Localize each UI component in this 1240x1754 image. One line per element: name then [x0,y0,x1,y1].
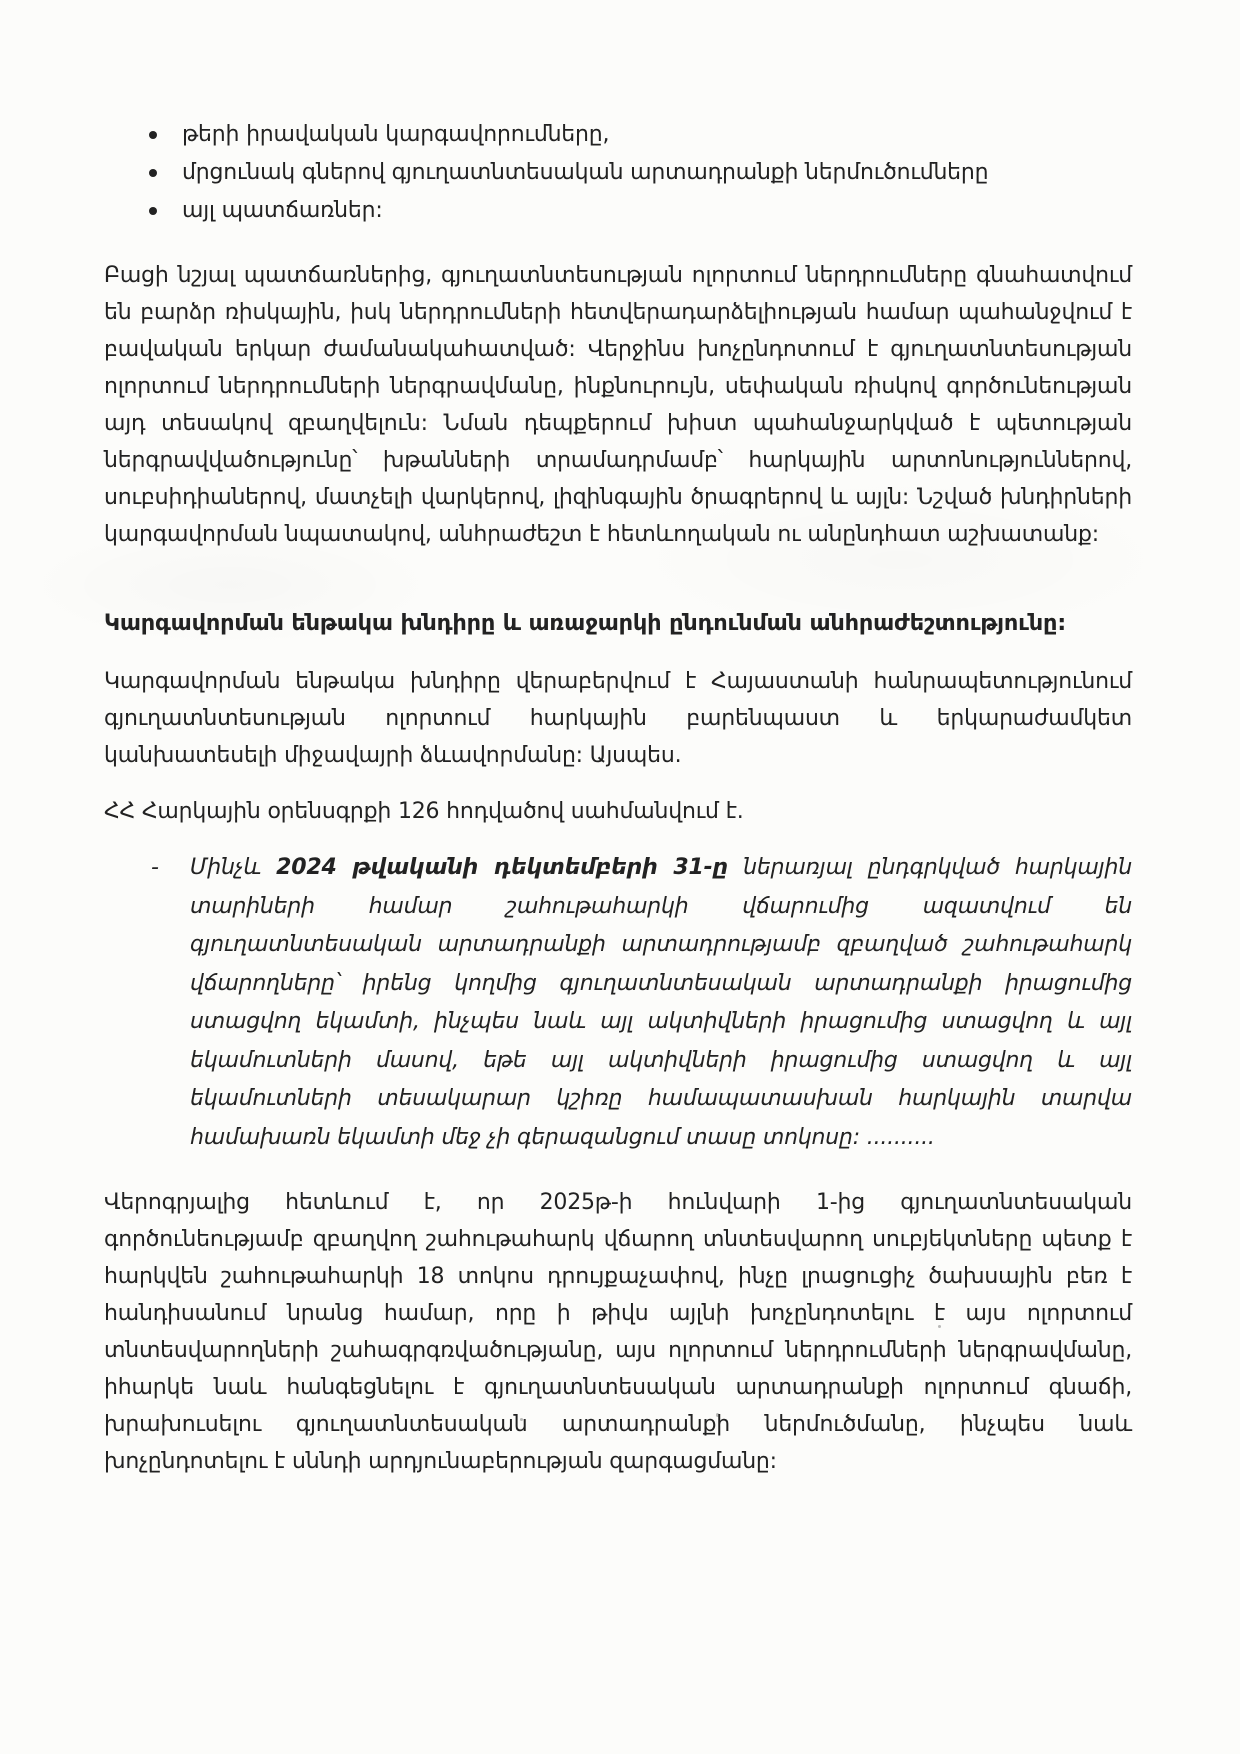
paragraph-tax-code-reference: ՀՀ Հարկային օրենսգրքի 126 հոդվածով սահմանվում է. [104,799,744,824]
bullet-icon [149,169,157,177]
provision-date-emphasis: 2024 թվականի դեկտեմբերի 31-ը [276,855,729,880]
bullet-icon [149,207,157,215]
scan-speckle [938,1325,941,1328]
bullet-text: թերի իրավական կարգավորումները, [182,122,610,147]
bullet-text: այլ պատճառներ: [182,198,383,223]
quoted-tax-provision [104,849,1132,1157]
bullet-icon [149,131,157,139]
list-item [104,192,1132,230]
scan-speckle [520,1418,523,1421]
paragraph-conclusion: Վերոգրյալից հետևում է, որ 2025թ-ի հունվարի 1-ից գյուղատնտեսական գործունեությամբ զբաղվող շահութահարկ վճարող տնտեսվարող սուբյեկտները պետք է հարկվեն շահութահարկի 18 տոկոս դրույքաչափով, ինչը լրացուցիչ ծախսային բեռ է հանդիսանում նրանց համար, որը ի թիվս այլնի խոչընդոտելու է այս ոլորտում տնտեսվարողների շահագրգռվածությանը, այս ոլորտում ներդրումների ներգրավմանը, իհարկե նաև հանգեցնելու է գյուղատնտեսական արտադրանքի ոլորտում գնաճի, խրախուսելու գյուղատնտեսական արտադրանքի ներմուծմանը, ինչպես նաև խոչընդոտելու է սննդի արդյունաբերության զարգացմանը: [104,1190,1132,1474]
paragraph-regulation-issue: Կարգավորման ենթակա խնդիրը վերաբերվում է Հայաստանի հանրապետությունում գյուղատնտեսության ոլորտում հարկային բարենպաստ և երկարաժամկետ կանխատեսելի միջավայրի ձևավորմանը: Այսպես. [104,669,1132,768]
provision-lead-text: Մինչև [190,855,277,880]
scan-speckle [716,1413,719,1417]
bullet-list [104,116,1132,230]
list-item [104,154,1132,192]
dash-marker: - [151,855,159,880]
section-heading: Կարգավորման ենթակա խնդիրը և առաջարկի ընդունման անհրաժեշտությունը: [104,610,1067,636]
list-item [104,116,1132,154]
provision-body-text: ներառյալ ընդգրկված հարկային տարիների համար շահութահարկի վճարումից ազատվում են գյուղատնտեսական արտադրանքի արտադրությամբ զբաղված շահութահարկ վճարողները՝ իրենց կողմից գյուղատնտեսական արտադրանքի իրացումից ստացվող եկամտի, ինչպես նաև այլ ակտիվների իրացումից ստացվող և այլ եկամուտների մասով, եթե այլ ակտիվների իրացումից ստացվող և այլ եկամուտների տեսակարար կշիռը համապատասխան հարկային տարվա համախառն եկամտի մեջ չի գերազանցում տասը տոկոսը: .......... [190,855,1133,1150]
paragraph-investment-risks: Բացի նշյալ պատճառներից, գյուղատնտեսության ոլորտում ներդրումները գնահատվում են բարձր ռիսկային, իսկ ներդրումների հետվերադարձելիության համար պահանջվում է բավական երկար ժամանակահատված: Վերջինս խոչընդոտում է գյուղատնտեսության ոլորտում ներդրումների ներգրավմանը, ինքնուրույն, սեփական ռիսկով գործունեության այդ տեսակով զբաղվելուն: Նման դեպքերում խիստ պահանջարկված է պետության ներգրավվածությունը՝ խթանների տրամադրմամբ՝ հարկային արտոնություններով, սուբսիդիաներով, մատչելի վարկերով, լիզինգային ծրագրերով և այլն: Նշված խնդիրների կարգավորման նպատակով, անհրաժեշտ է հետևողական ու անընդհատ աշխատանք: [104,263,1132,547]
bullet-text: մրցունակ գներով գյուղատնտեսական արտադրանքի ներմուծումները [182,160,989,185]
